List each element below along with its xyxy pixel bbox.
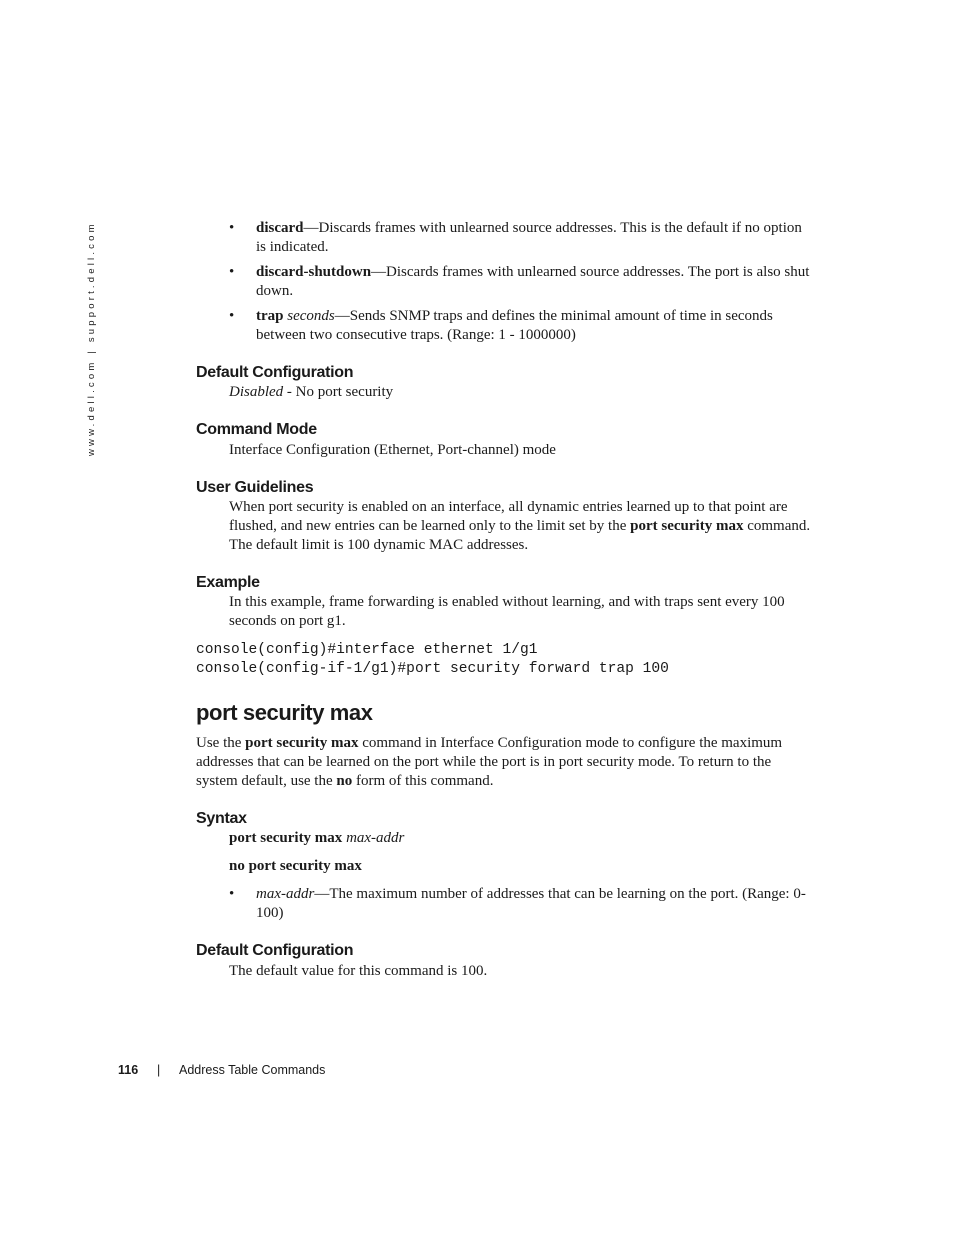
syntax-param: max-addr: [346, 830, 405, 846]
side-url: www.dell.com | support.dell.com: [86, 221, 97, 456]
bullet-term: trap: [256, 308, 284, 324]
guidelines-text-part: When port security is enabled on an interface, all dynamic entries learned up to that point are flushed, and new entries can be learned only to the limit set by the: [229, 499, 788, 534]
bullet-term: discard: [256, 220, 304, 236]
code-line: console(config-if-1/g1)#port security forward trap 100: [196, 661, 669, 677]
default-value-italic: Disabled: [229, 384, 284, 400]
user-guidelines-heading: User Guidelines: [196, 479, 314, 496]
bullet-param: max-addr: [256, 886, 315, 902]
intro-no: no: [336, 773, 353, 789]
default-config-value: [229, 383, 814, 402]
intro-part: Use the: [196, 735, 246, 751]
guidelines-cmd: port security max: [630, 518, 744, 534]
syntax-no-cmd: no port security max: [229, 858, 362, 874]
bullet-dot: •: [229, 264, 235, 280]
syntax-cmd: port security max: [229, 830, 343, 846]
bullet-dot: •: [229, 886, 235, 902]
default-config-text-2: The default value for this command is 100.: [229, 963, 488, 979]
bullet-dot: •: [229, 220, 235, 236]
bullet-desc: —Discards frames with unlearned source addresses. This is the default if no option is indicated.: [256, 220, 802, 255]
section-title: port security max: [196, 700, 373, 725]
bullet-dot: •: [229, 308, 235, 324]
code-line: console(config)#interface ethernet 1/g1: [196, 642, 538, 658]
syntax-line-1: [229, 829, 814, 848]
guidelines-text-part: command. The default limit is 100 dynamic MAC addresses.: [229, 518, 811, 553]
footer-chapter: Address Table Commands: [179, 1063, 326, 1077]
section-intro: [196, 734, 811, 791]
bullet-desc: —Discards frames with unlearned source addresses. The port is also shut down.: [256, 264, 810, 299]
footer-separator: |: [157, 1063, 161, 1077]
default-value-rest: - No port security: [283, 384, 394, 400]
command-mode-text: Interface Configuration (Ethernet, Port-channel) mode: [229, 442, 556, 458]
intro-part: command in Interface Configuration mode to configure the maximum addresses that can be learned on the port while the port is in port security mode. To return to the system default, use the: [196, 735, 783, 789]
example-text: In this example, frame forwarding is enabled without learning, and with traps sent every 100 seconds on port g1.: [229, 594, 785, 629]
default-config-heading-2: Default Configuration: [196, 942, 354, 959]
command-mode-heading: Command Mode: [196, 421, 317, 438]
page-number: 116: [118, 1063, 139, 1077]
bullet-term: discard-shutdown: [256, 264, 372, 280]
example-heading: Example: [196, 574, 260, 591]
user-guidelines-text: [229, 498, 814, 555]
bullet-desc: —The maximum number of addresses that can be learning on the port. (Range: 0- 100): [256, 886, 806, 921]
syntax-heading: Syntax: [196, 810, 247, 827]
default-config-heading: Default Configuration: [196, 364, 354, 381]
bullet-param: seconds: [287, 308, 335, 324]
syntax-line-2: [229, 857, 814, 876]
bullet-desc: —Sends SNMP traps and defines the minimal amount of time in seconds between two consecutive traps. (Range: 1 - 1000000): [256, 308, 773, 343]
intro-cmd: port security max: [245, 735, 359, 751]
intro-part: form of this command.: [352, 773, 494, 789]
